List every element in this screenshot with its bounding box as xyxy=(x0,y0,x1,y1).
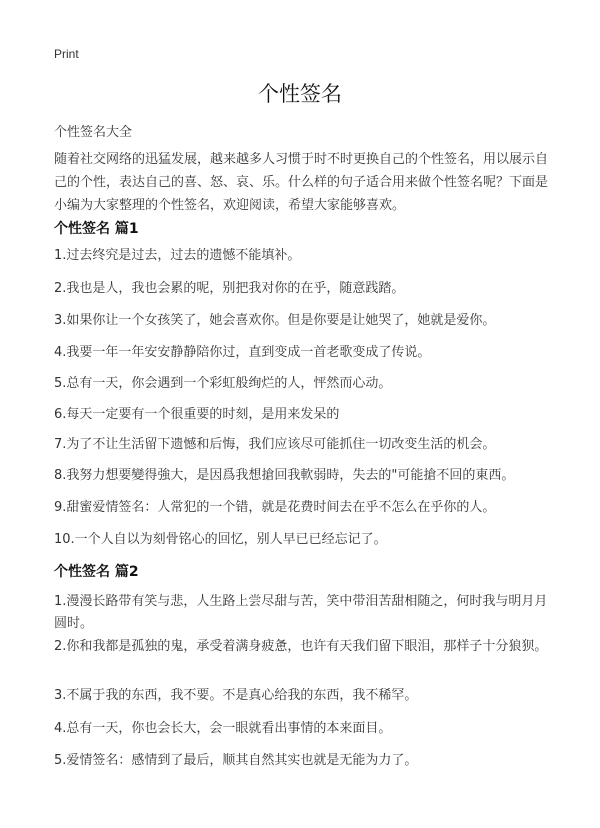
list-item: 5.爱情签名：感情到了最后，顺其自然其实也就是无能为力了。 xyxy=(54,753,418,768)
list-item: 8.我努力想要變得強大，是因爲我想搶回我軟弱時，失去的"可能搶不回的東西。 xyxy=(54,468,515,483)
list-item: 4.我要一年一年安安静静陪你过，直到变成一首老歌变成了传说。 xyxy=(54,345,431,360)
list-item: 6.每天一定要有一个很重要的时刻，是用来发呆的 xyxy=(54,407,340,422)
list-item: 3.不属于我的东西，我不要。不是真心给我的东西，我不稀罕。 xyxy=(54,688,418,703)
print-link[interactable]: Print xyxy=(54,47,79,61)
list-item: 2.我也是人，我也会累的呢，别把我对你的在乎，随意践踏。 xyxy=(54,281,405,296)
list-item: 9.甜蜜爱情签名：人常犯的一个错，就是花费时间去在乎不怎么在乎你的人。 xyxy=(54,500,496,515)
list-item: 3.如果你让一个女孩笑了，她会喜欢你。但是你要是让她哭了，她就是爱你。 xyxy=(54,313,496,328)
intro-paragraph: 随着社交网络的迅猛发展，越来越多人习惯于时不时更换自己的个性签名，用以展示自己的个性，表达自己的喜、怒、哀、乐。什么样的句子适合用来做个性签名呢？下面是小编为大家整理的个性签名，欢迎阅读，希望大家能够喜欢。 xyxy=(54,152,549,213)
list-item: 2.你和我都是孤独的鬼，承受着满身疲惫，也许有天我们留下眼泪，那样子十分狼狈。 xyxy=(54,639,548,654)
section-heading-1: 个性签名 篇1 xyxy=(54,221,139,237)
list-item: 4.总有一天，你也会长大，会一眼就看出事情的本来面目。 xyxy=(54,721,392,736)
list-item: 1.漫漫长路带有笑与悲，人生路上尝尽甜与苦，笑中带泪苦甜相随之，何时我与明月月圆时。 xyxy=(54,594,548,631)
list-item: 5.总有一天，你会遇到一个彩虹般绚烂的人，怦然而心动。 xyxy=(54,376,392,391)
list-item: 7.为了不让生活留下遗憾和后悔，我们应该尽可能抓住一切改变生活的机会。 xyxy=(54,437,496,452)
list-item: 10.一个人自以为刻骨铭心的回忆，别人早已已经忘记了。 xyxy=(54,532,387,547)
page-title: 个性签名 xyxy=(258,82,342,106)
list-item: 1.过去终究是过去，过去的遗憾不能填补。 xyxy=(54,248,301,263)
page-subtitle: 个性签名大全 xyxy=(54,125,133,140)
section-heading-2: 个性签名 篇2 xyxy=(54,564,139,580)
